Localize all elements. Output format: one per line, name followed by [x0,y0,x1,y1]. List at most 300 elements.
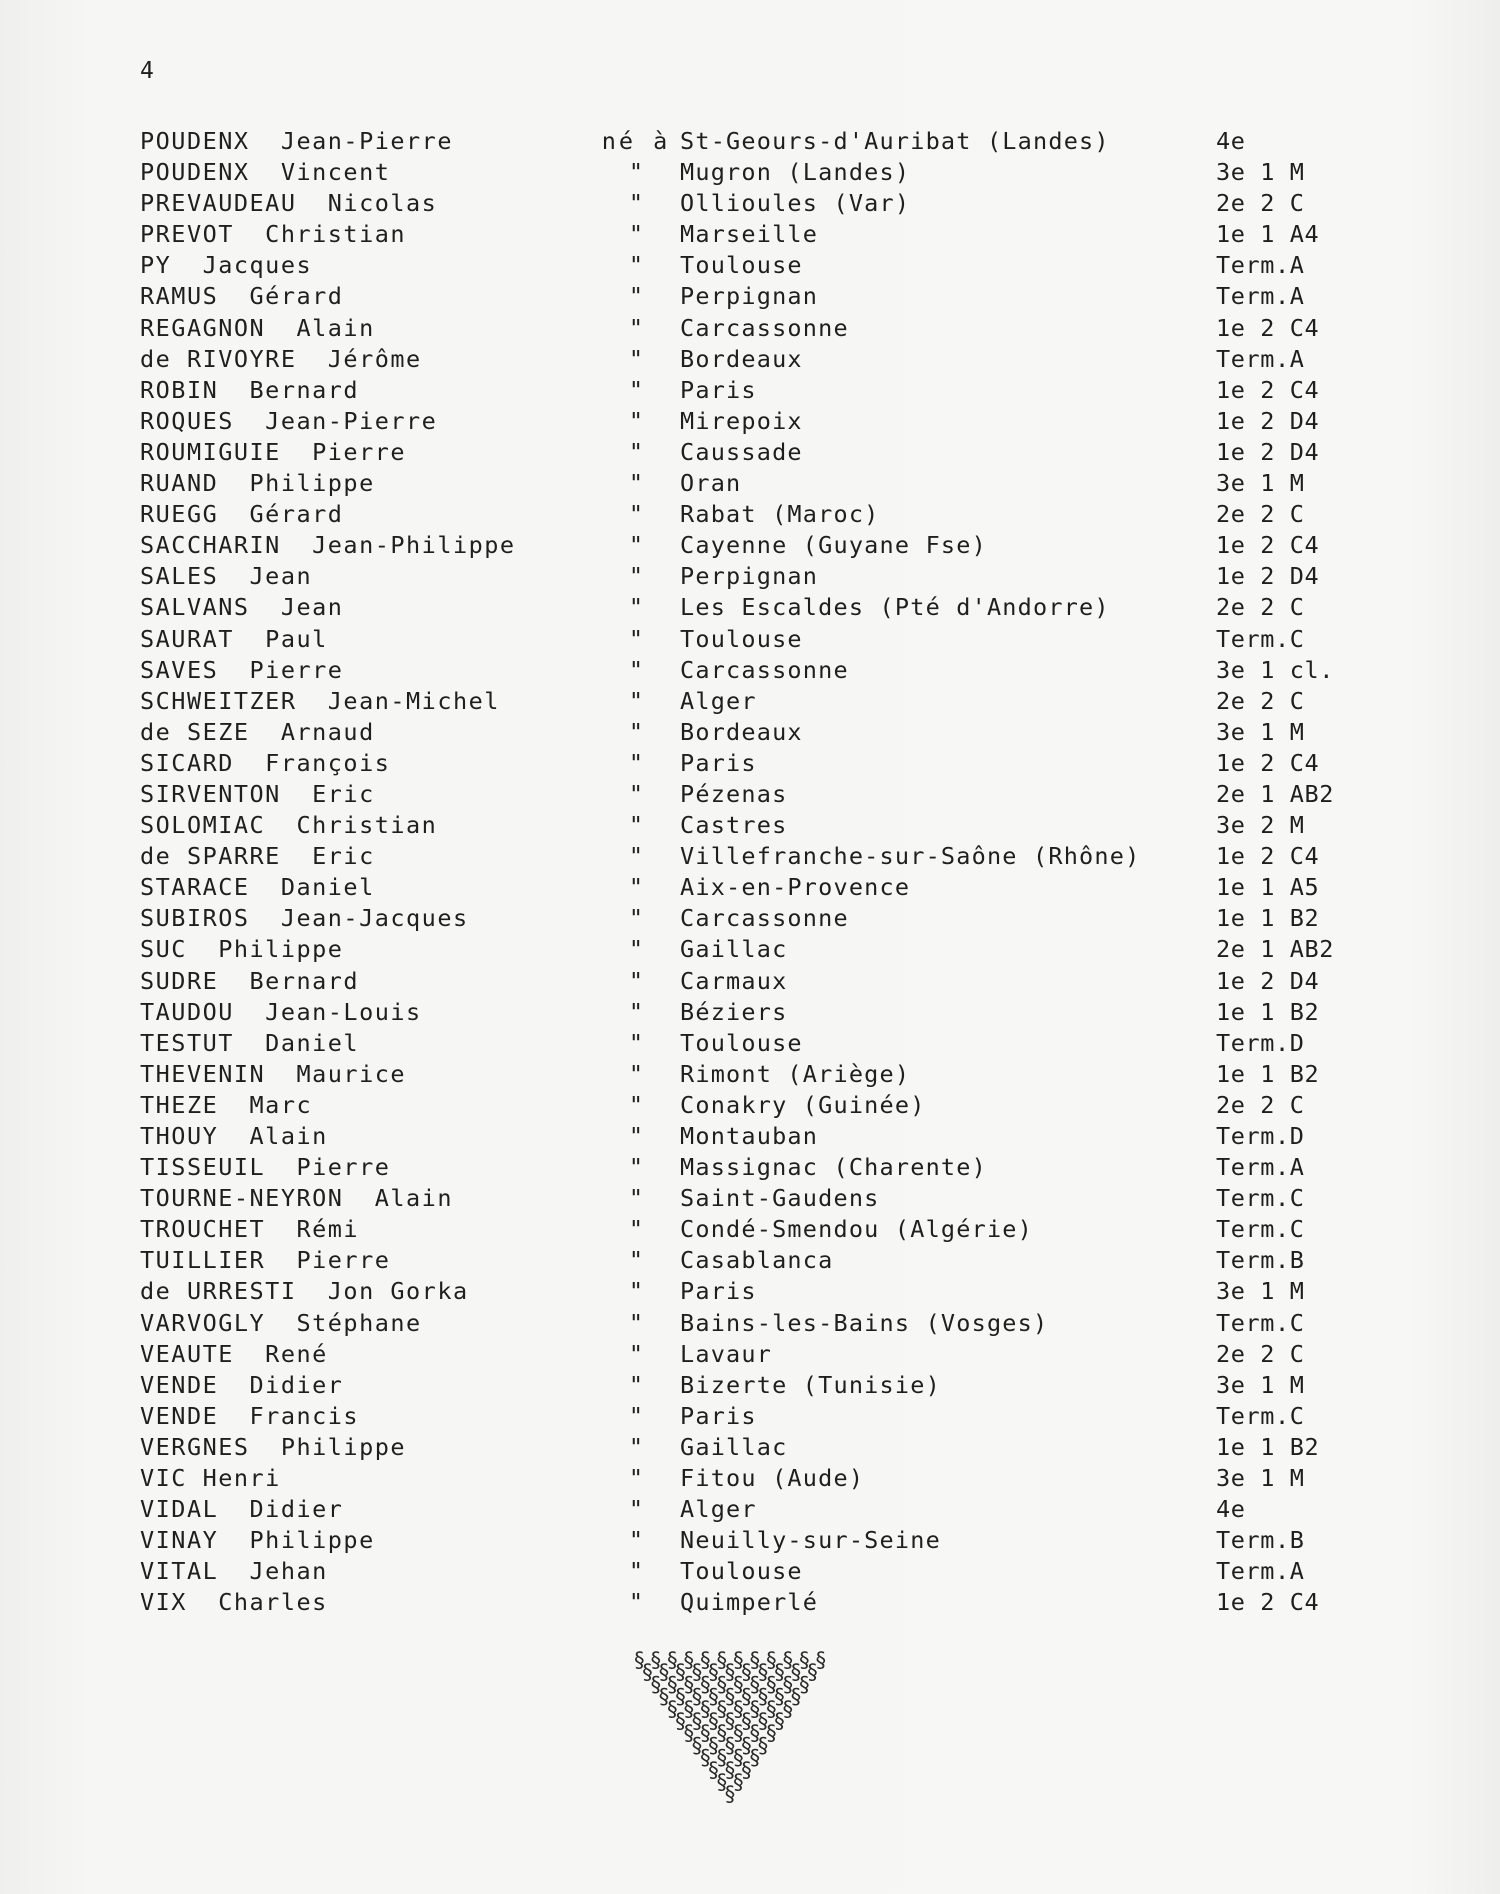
section-sign-glyph: § [764,1648,778,1672]
roster-row [136,313,1356,344]
birth-place: Pézenas [680,779,788,808]
school-class: Term.C [1216,1401,1305,1430]
student-name: ROBIN Bernard [140,375,360,404]
student-name: VEAUTE René [140,1339,328,1368]
section-sign-glyph: § [748,1696,762,1721]
school-class: Term.B [1216,1526,1305,1555]
roster-row [136,1401,1356,1432]
ditto-mark: " [628,779,644,808]
school-class: 3e 1 M [1216,158,1305,187]
birth-place: Ollioules (Var) [680,189,911,218]
section-sign-glyph: § [649,1648,663,1672]
school-class: Term.C [1216,1215,1305,1244]
section-sign-glyph: § [797,1648,811,1672]
section-sign-glyph: § [797,1672,811,1697]
school-class: 1e 2 D4 [1216,406,1320,435]
section-sign-glyph: § [657,1684,671,1709]
roster-row [136,219,1356,250]
student-name: SAVES Pierre [140,655,344,684]
birth-place: Aix-en-Provence [680,873,911,902]
roster-row [136,966,1356,997]
student-name: VENDE Didier [140,1370,344,1399]
section-sign-glyph: § [748,1648,762,1672]
section-sign-glyph: § [723,1660,737,1685]
section-sign-glyph: § [690,1733,704,1758]
student-name: TOURNE-NEYRON Alain [140,1184,453,1213]
ditto-mark: " [628,189,644,218]
roster-row [136,250,1356,281]
school-class: 1e 2 D4 [1216,562,1320,591]
born-at-label: né à [601,127,671,155]
section-sign-glyph: § [682,1696,696,1721]
ditto-mark: " [628,220,644,249]
birth-place: Caussade [680,437,803,466]
ditto-mark: " [628,375,644,404]
roster-row [136,1152,1356,1183]
section-sign-glyph: § [731,1721,745,1746]
section-sign-glyph: § [740,1709,753,1733]
section-sign-glyph: § [764,1672,778,1697]
birth-place: Paris [680,1401,757,1430]
student-name: SICARD François [140,748,391,777]
school-class: Term.C [1216,1308,1305,1337]
roster-row [136,934,1356,965]
section-sign-glyph: § [740,1733,753,1758]
student-name: VARVOGLY Stéphane [140,1308,422,1337]
section-sign-glyph: § [690,1684,704,1709]
roster-row [136,1214,1356,1245]
ditto-mark: " [628,624,644,653]
ditto-mark: " [628,811,644,840]
school-class: 3e 1 M [1216,1464,1305,1493]
school-class: 1e 1 B2 [1216,1059,1320,1088]
school-class: 3e 1 M [1216,1277,1305,1306]
roster-row [136,1370,1356,1401]
roster-row [136,1494,1356,1525]
ditto-mark: " [628,1432,644,1461]
roster-row [136,344,1356,375]
school-class: 4e [1216,127,1246,155]
school-class: Term.A [1216,282,1305,311]
school-class: Term.B [1216,1246,1305,1275]
student-name: THOUY Alain [140,1122,328,1150]
roster-row [136,157,1356,188]
ditto-mark: " [628,500,644,529]
birth-place: Saint-Gaudens [680,1184,880,1213]
student-name: de SPARRE Eric [140,842,375,871]
school-class: 4e [1216,1495,1246,1524]
section-sign-glyph: § [781,1672,795,1697]
birth-place: Paris [680,1277,757,1306]
birth-place: Rabat (Maroc) [680,500,880,529]
ditto-mark: " [628,935,644,964]
birth-place: Carcassonne [680,655,849,684]
roster-row [136,1339,1356,1370]
school-class: Term.D [1216,1028,1305,1057]
student-name: de URRESTI Jon Gorka [140,1277,469,1306]
ditto-mark: " [628,1122,644,1150]
student-name: RAMUS Gérard [140,282,344,311]
roster-row [136,1059,1356,1090]
ditto-mark: " [628,469,644,498]
student-name: SUDRE Bernard [140,966,360,995]
student-name: STARACE Daniel [140,873,375,902]
section-sign-glyph: § [723,1709,737,1733]
section-sign-ornament [600,1645,860,1815]
section-sign-glyph: § [698,1672,712,1697]
birth-place: Bordeaux [680,344,803,373]
student-name: VIDAL Didier [140,1495,344,1524]
student-name: VIX Charles [140,1588,328,1617]
school-class: Term.A [1216,1153,1305,1182]
section-sign-glyph: § [665,1696,679,1721]
student-name: PY Jacques [140,251,313,280]
school-class: 2e 1 AB2 [1216,779,1334,808]
section-sign-glyph: § [764,1721,778,1746]
student-name: SCHWEITZER Jean-Michel [140,686,500,715]
section-sign-glyph: § [690,1660,704,1685]
roster-row [136,499,1356,530]
ditto-mark: " [628,1339,644,1368]
section-sign-glyph: § [707,1684,720,1709]
birth-place: Oran [680,469,742,498]
ditto-mark: " [628,1153,644,1182]
section-sign-glyph: § [723,1733,737,1758]
student-name: SUBIROS Jean-Jacques [140,904,469,933]
roster-row [136,779,1356,810]
roster-row [136,655,1356,686]
section-sign-glyph: § [731,1770,745,1794]
section-sign-glyph: § [756,1684,770,1709]
section-sign-glyph: § [731,1745,745,1770]
student-name: ROQUES Jean-Pierre [140,406,438,435]
section-sign-glyph: § [715,1721,729,1746]
birth-place: Castres [680,811,788,840]
student-name: TUILLIER Pierre [140,1246,391,1275]
roster-row [136,437,1356,468]
roster-row [136,561,1356,592]
student-name: SALES Jean [140,562,313,591]
school-class: 1e 1 B2 [1216,1432,1320,1461]
birth-place: Cayenne (Guyane Fse) [680,531,987,560]
school-class: 2e 2 C [1216,500,1305,529]
birth-place: Rimont (Ariège) [680,1059,911,1088]
birth-place: Marseille [680,220,819,249]
ditto-mark: " [628,1215,644,1244]
section-sign-glyph: § [674,1684,687,1709]
ditto-mark: " [628,1277,644,1306]
birth-place: Condé-Smendou (Algérie) [680,1215,1034,1244]
student-name: PREVAUDEAU Nicolas [140,189,438,218]
section-sign-glyph: § [707,1660,720,1685]
ditto-mark: " [628,997,644,1026]
ditto-mark: " [628,1059,644,1088]
section-sign-glyph: § [781,1696,795,1721]
school-class: 1e 2 C4 [1216,1588,1320,1617]
student-name: SAURAT Paul [140,624,328,653]
section-sign-glyph: § [698,1721,712,1746]
section-sign-glyph: § [781,1648,795,1672]
roster-row [136,624,1356,655]
school-class: Term.A [1216,344,1305,373]
roster-row [136,281,1356,312]
birth-place: Alger [680,1495,757,1524]
ditto-mark: " [628,1370,644,1399]
section-sign-glyph: § [723,1757,737,1782]
section-sign-glyph: § [740,1684,753,1709]
school-class: 2e 2 C [1216,686,1305,715]
birth-place: Lavaur [680,1339,773,1368]
birth-place: Béziers [680,997,788,1026]
school-class: 1e 2 D4 [1216,966,1320,995]
section-sign-glyph: § [682,1648,696,1672]
birth-place: Montauban [680,1122,819,1150]
page-number: 4 [140,58,155,84]
school-class: 3e 1 M [1216,1370,1305,1399]
ditto-mark: " [628,1526,644,1555]
section-sign-glyph: § [707,1709,720,1733]
section-sign-glyph: § [773,1684,786,1709]
ditto-mark: " [628,1495,644,1524]
ditto-mark: " [628,562,644,591]
section-sign-glyph: § [748,1721,762,1746]
ditto-mark: " [628,748,644,777]
school-class: 3e 1 M [1216,717,1305,746]
section-sign-glyph: § [707,1757,720,1782]
birth-place: Casablanca [680,1246,834,1275]
birth-place: Toulouse [680,1028,803,1057]
roster-row [136,1090,1356,1121]
roster-row [136,592,1356,623]
birth-place: Bordeaux [680,717,803,746]
birth-place: Mirepoix [680,406,803,435]
school-class: 1e 2 C4 [1216,842,1320,871]
section-sign-glyph: § [715,1745,729,1770]
section-sign-glyph: § [806,1660,819,1685]
student-name: TAUDOU Jean-Louis [140,997,422,1026]
section-sign-glyph: § [740,1757,753,1782]
student-name: RUAND Philippe [140,469,375,498]
section-sign-glyph: § [764,1696,778,1721]
ditto-mark: " [628,282,644,311]
roster-row [136,188,1356,219]
student-roster [136,126,1356,1619]
birth-place: Carmaux [680,966,788,995]
section-sign-glyph: § [756,1709,770,1733]
school-class: 2e 2 C [1216,1090,1305,1119]
roster-row [136,748,1356,779]
ditto-mark: " [628,1308,644,1337]
birth-place: Perpignan [680,562,819,591]
roster-row [136,1245,1356,1276]
section-sign-glyph: § [707,1733,720,1758]
school-class: 2e 2 C [1216,593,1305,622]
birth-place: Toulouse [680,624,803,653]
birth-place: Toulouse [680,251,803,280]
section-sign-glyph: § [715,1648,729,1672]
section-sign-glyph: § [698,1696,712,1721]
roster-row [136,1432,1356,1463]
birth-place: Villefranche-sur-Saône (Rhône) [680,842,1141,871]
student-name: SOLOMIAC Christian [140,811,438,840]
student-name: SACCHARIN Jean-Philippe [140,531,516,560]
school-class: 1e 2 C4 [1216,375,1320,404]
school-class: 2e 2 C [1216,189,1305,218]
student-name: RUEGG Gérard [140,500,344,529]
birth-place: St-Geours-d'Auribat (Landes) [680,127,1110,155]
birth-place: Les Escaldes (Pté d'Andorre) [680,593,1110,622]
section-sign-glyph: § [690,1709,704,1733]
section-sign-glyph: § [723,1782,737,1807]
section-sign-glyph: § [682,1672,696,1697]
student-name: POUDENX Jean-Pierre [140,127,453,155]
ditto-mark: " [628,717,644,746]
ditto-mark: " [628,593,644,622]
birth-place: Alger [680,686,757,715]
ditto-mark: " [628,344,644,373]
ditto-mark: " [628,158,644,187]
ditto-mark: " [628,842,644,871]
section-sign-glyph: § [657,1660,671,1685]
section-sign-glyph: § [748,1745,762,1770]
section-sign-glyph: § [715,1672,729,1697]
school-class: Term.A [1216,1557,1305,1586]
section-sign-glyph: § [756,1733,770,1758]
ditto-mark: " [628,1588,644,1617]
student-name: SIRVENTON Eric [140,779,375,808]
section-sign-glyph: § [740,1660,753,1685]
ditto-mark: " [628,1028,644,1057]
section-sign-glyph: § [723,1684,737,1709]
ditto-mark: " [628,655,644,684]
birth-place: Perpignan [680,282,819,311]
ditto-mark: " [628,437,644,466]
section-sign-glyph: § [731,1672,745,1697]
birth-place: Paris [680,375,757,404]
birth-place: Paris [680,748,757,777]
birth-place: Fitou (Aude) [680,1464,865,1493]
roster-row [136,1121,1356,1152]
section-sign-glyph: § [649,1672,663,1697]
school-class: Term.D [1216,1122,1305,1150]
school-class: 3e 1 cl. [1216,655,1334,684]
student-name: VITAL Jehan [140,1557,328,1586]
school-class: 1e 1 B2 [1216,904,1320,933]
section-sign-glyph: § [682,1721,696,1746]
roster-row [136,841,1356,872]
birth-place: Carcassonne [680,904,849,933]
ditto-mark: " [628,251,644,280]
ditto-mark: " [628,1184,644,1213]
roster-row [136,903,1356,934]
student-name: POUDENX Vincent [140,158,391,187]
school-class: 3e 1 M [1216,469,1305,498]
roster-row [136,997,1356,1028]
section-sign-glyph: § [773,1709,786,1733]
school-class: 1e 2 D4 [1216,437,1320,466]
ditto-mark: " [628,966,644,995]
student-name: VENDE Francis [140,1401,360,1430]
student-name: de RIVOYRE Jérôme [140,344,422,373]
school-class: 1e 2 C4 [1216,313,1320,342]
ditto-mark: " [628,1464,644,1493]
section-sign-glyph: § [814,1648,828,1672]
student-name: VINAY Philippe [140,1526,375,1555]
ditto-mark: " [628,873,644,902]
student-name: PREVOT Christian [140,220,407,249]
student-name: ROUMIGUIE Pierre [140,437,407,466]
section-sign-glyph: § [698,1745,712,1770]
school-class: 1e 2 C4 [1216,748,1320,777]
student-name: de SEZE Arnaud [140,717,375,746]
ditto-mark: " [628,904,644,933]
student-name: TESTUT Daniel [140,1028,360,1057]
roster-row [136,1308,1356,1339]
roster-row [136,1587,1356,1618]
student-name: SALVANS Jean [140,593,344,622]
roster-row [136,126,1356,157]
roster-row [136,1183,1356,1214]
roster-row [136,468,1356,499]
student-name: TROUCHET Rémi [140,1215,360,1244]
section-sign-glyph: § [674,1660,687,1685]
section-sign-glyph: § [756,1660,770,1685]
student-name: REGAGNON Alain [140,313,375,342]
school-class: 1e 1 A4 [1216,220,1320,249]
section-sign-glyph: § [715,1696,729,1721]
birth-place: Bains-les-Bains (Vosges) [680,1308,1049,1337]
birth-place: Toulouse [680,1557,803,1586]
roster-row [136,872,1356,903]
section-sign-glyph: § [789,1684,803,1709]
school-class: 1e 2 C4 [1216,531,1320,560]
roster-row [136,1556,1356,1587]
section-sign-glyph: § [731,1648,745,1672]
student-name: TISSEUIL Pierre [140,1153,391,1182]
section-sign-glyph: § [632,1648,646,1672]
section-sign-glyph: § [731,1696,745,1721]
school-class: Term.C [1216,1184,1305,1213]
section-sign-glyph: § [665,1648,679,1672]
school-class: Term.A [1216,251,1305,280]
ditto-mark: " [628,1090,644,1119]
roster-row [136,406,1356,437]
roster-row [136,1525,1356,1556]
school-class: 2e 2 C [1216,1339,1305,1368]
student-name: VIC Henri [140,1464,281,1493]
section-sign-glyph: § [674,1709,687,1733]
school-class: 3e 2 M [1216,811,1305,840]
ditto-mark: " [628,1246,644,1275]
roster-row [136,375,1356,406]
roster-row [136,1463,1356,1494]
ditto-mark: " [628,406,644,435]
roster-row [136,1028,1356,1059]
school-class: 1e 1 A5 [1216,873,1320,902]
birth-place: Mugron (Landes) [680,158,911,187]
roster-row [136,1276,1356,1307]
birth-place: Gaillac [680,935,788,964]
section-sign-glyph: § [641,1660,654,1685]
birth-place: Gaillac [680,1432,788,1461]
roster-row [136,810,1356,841]
student-name: VERGNES Philippe [140,1432,407,1461]
section-sign-glyph: § [715,1770,729,1794]
roster-row [136,530,1356,561]
section-sign-glyph: § [665,1672,679,1697]
birth-place: Massignac (Charente) [680,1153,987,1182]
student-name: THEVENIN Maurice [140,1059,407,1088]
